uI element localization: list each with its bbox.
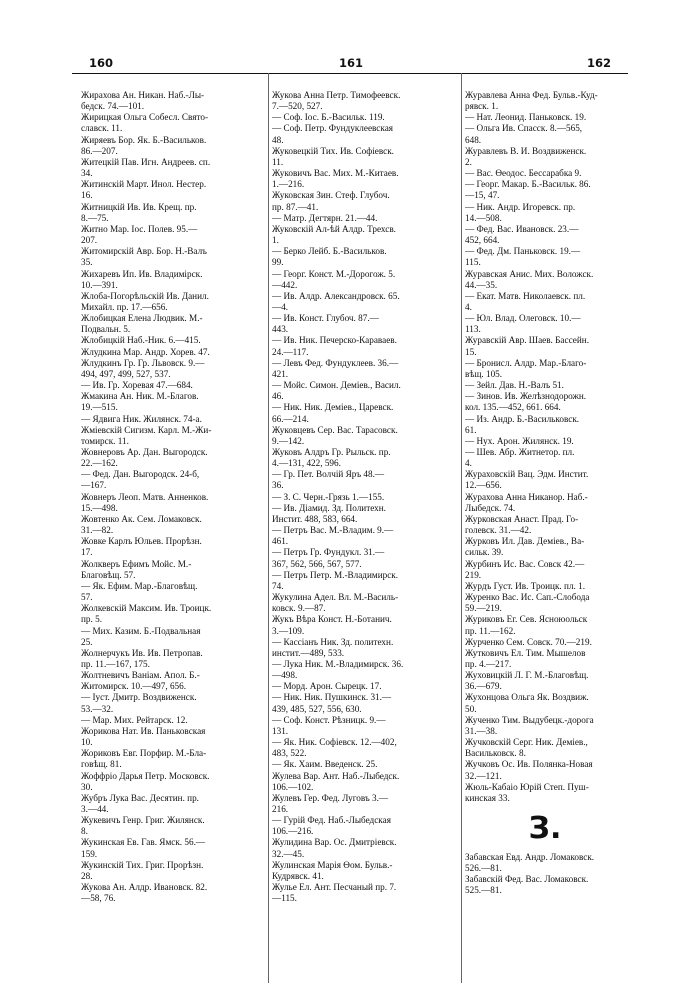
entry-line: вѣщ. 105. (465, 368, 503, 379)
entry-line: Михайл. пр. 17.—656. (81, 301, 168, 312)
entry-line: 44.—35. (465, 279, 498, 290)
entry-line: Благовѣщ. 57. (81, 569, 136, 580)
entry-line: — Нат. Леонид. Паньковск. 19. (465, 112, 587, 123)
entry-line: 14.—508. (465, 212, 502, 223)
entry-line: Жміевскій Сигизм. Карл. М.-Жи- (81, 424, 212, 435)
entry-line: Жориковъ Евг. Порфир. М.-Бла- (81, 748, 207, 759)
section-letter: З. (528, 811, 562, 846)
entry-line: Инстит. 488, 583, 664. (272, 513, 358, 524)
entry-line: Жубръ Лука Вас. Десятин. пр. (81, 792, 199, 803)
entry-line: пр. 4.—217. (465, 658, 512, 669)
entry-line: 74. (272, 580, 284, 591)
entry-line: Лыбедск. 74. (465, 502, 516, 513)
entry-line: Жукова Ан. Алдр. Ивановск. 82. (81, 882, 208, 893)
entry-line: 4.—131, 422, 596. (272, 458, 341, 469)
entry-line: —15, 47. (465, 190, 500, 201)
entry-line: — Мар. Мих. Рейтарск. 12. (81, 714, 188, 725)
entry-line: 16. (81, 190, 93, 201)
entry-line: — Зейл. Дав. Н.-Валъ 51. (465, 380, 564, 391)
entry-line: 421. (272, 368, 289, 379)
entry-line: 59.—219. (465, 603, 502, 614)
entry-line: бедск. 74.—101. (81, 101, 145, 112)
entry-line: Журавлевъ В. И. Воздвиженск. (465, 145, 587, 156)
entry-line: — Фед. Дм. Паньковск. 19.— (465, 246, 581, 257)
entry-line: 36.—679. (465, 681, 502, 692)
entry-line: Жуковская Зин. Стеф. Глубоч. (272, 190, 390, 201)
page-number-center: 161 (339, 56, 364, 70)
entry-line: Журахова Анна Никанор. Наб.- (465, 491, 588, 502)
entry-line: — Георг. Конст. М.-Дорогож. 5. (272, 268, 396, 279)
entry-line: 19.—515. (81, 402, 118, 413)
entry-line: Жирицкая Ольга Собесл. Свято- (81, 112, 209, 123)
entry-line: томирск. 11. (81, 435, 129, 446)
entry-line: — Петръ Вас. М.-Владим. 9.— (272, 525, 394, 536)
entry-line: Жуковцевъ Сер. Вас. Тарасовск. (272, 424, 398, 435)
entry-line: — Матр. Дегтярн. 21.—44. (272, 212, 378, 223)
entry-line: Забавскій Фед. Вас. Ломаковск. (465, 874, 589, 885)
entry-line: Жукова Анна Петр. Тимофеевск. (272, 90, 401, 100)
entry-line: 86.—207. (81, 145, 118, 156)
entry-line: Забавская Евд. Андр. Ломаковск. (465, 852, 595, 862)
entry-line: кинская 33. (465, 792, 510, 803)
entry-line: 10. (81, 737, 93, 748)
entry-line: кол. 135.—452, 661. 664. (465, 402, 561, 413)
entry-line: пр. 87.—41. (272, 201, 319, 212)
entry-line: — Ив. Конст. Глубоч. 87.— (272, 313, 379, 324)
entry-line: 219. (465, 569, 482, 580)
entry-line: 15.—498. (81, 502, 118, 513)
entry-line: —442. (272, 279, 298, 290)
entry-line: 34. (81, 168, 93, 179)
entry-line: Житомирскій Авр. Бор. Н.-Валъ (81, 246, 207, 257)
entry-line: Жутковичъ Ел. Тим. Мышелов (465, 647, 586, 658)
entry-line: — Ник. Андр. Игоревск. пр. (465, 201, 576, 212)
entry-line: Жовнеровъ Ар. Дан. Выгородск. (81, 447, 208, 457)
entry-line: Жюль-Кабаіо Юрій Степ. Пуш- (465, 781, 589, 792)
entry-line: — Гурій Фед. Наб.-Лыбедская (272, 815, 391, 826)
entry-line: 99. (272, 257, 284, 268)
entry-line: — Мойс. Симон. Деміев., Васил. (272, 380, 401, 391)
entry-line: — Георг. Макар. Б.-Васильк. 86. (465, 179, 591, 190)
entry-line: — Ник. Ник. Деміев., Царевск. (272, 402, 394, 413)
entry-line: Кудрявск. 41. (272, 870, 324, 881)
entry-line: — Як. Ефим. Мар.-Благовѣщ. (81, 580, 198, 591)
entry-line: 443. (272, 324, 289, 335)
entry-line: инстит.—489, 533. (272, 647, 345, 658)
page-number-right: 162 (586, 56, 611, 70)
entry-line: 525.—81. (465, 885, 502, 896)
entry-line: 30. (81, 781, 93, 792)
entry-line: — Соф. Іос. Б.-Васильк. 119. (272, 112, 385, 123)
entry-line: — Юл. Влад. Олеговск. 10.— (465, 313, 581, 324)
entry-line: 46. (272, 391, 284, 402)
entry-line: 2. (465, 156, 472, 167)
entry-line: 50. (465, 703, 477, 714)
entry-line: Журенко Вас. Ис. Сап.-Слобода (465, 592, 590, 603)
page-header (72, 51, 628, 74)
entry-line: Жоффріо Дарья Петр. Московск. (81, 770, 210, 781)
entry-line: 35. (81, 257, 93, 268)
entry-line: Жуковскій Ал-ѣй Алдр. Трехсв. (272, 223, 396, 234)
entry-line: 8.—75. (81, 212, 109, 223)
entry-line: 452, 664. (465, 235, 500, 246)
entry-line: Жовтенко Ак. Сем. Ломаковск. (81, 513, 202, 524)
entry-line: —167. (81, 480, 107, 491)
entry-line: 7.—520, 527. (272, 101, 323, 112)
entry-line: 106.—216. (272, 826, 314, 837)
entry-line: Жлудкина Мар. Андр. Хорев. 47. (81, 346, 210, 357)
entry-line: — Зинов. Ив. Желѣзнодорожн. (465, 391, 587, 402)
entry-line: — Фед. Дан. Выгородск. 24-б, (81, 469, 200, 480)
entry-line: 22.—162. (81, 458, 118, 469)
entry-line: — Ив. Діамид. Зд. Политехн. (272, 502, 386, 513)
entry-line: Подвальн. 5. (81, 324, 131, 335)
entry-line: Жучковъ Ос. Ив. Полянка-Новая (465, 759, 593, 770)
entry-line: Жураховскій Вац. Эдм. Инстит. (465, 469, 589, 480)
entry-line: — З. С. Черн.-Грязь 1.—155. (272, 491, 385, 502)
entry-line: — Ядвига Ник. Жилянск. 74-а. (81, 413, 202, 424)
entry-line: 106.—102. (272, 781, 314, 792)
entry-line: — Як. Ник. Софіевск. 12.—402, (272, 737, 397, 748)
entry-line: Жовнеръ Леоп. Матв. Анненков. (81, 491, 209, 502)
entry-line: 648. (465, 134, 482, 145)
entry-line: Жучковскій Серг. Ник. Деміев., (465, 737, 588, 748)
entry-line: 28. (81, 870, 93, 881)
entry-line: — Ив. Гр. Хоревая 47.—684. (81, 380, 193, 391)
entry-line: — Кассіанъ Ник. Зд. политехн. (272, 636, 394, 647)
entry-line: 159. (81, 848, 98, 859)
entry-line: Житомирск. 10.—497, 656. (81, 681, 187, 692)
entry-line: 31.—38. (465, 725, 498, 736)
entry-line: пр. 11.—162. (465, 625, 516, 636)
entry-line: Жолкверъ Ефимъ Мойс. М.- (81, 558, 192, 569)
entry-line: — Соф. Петр. Фундуклеевская (272, 123, 394, 134)
entry-line: Жукевичъ Генр. Григ. Жилянск. (81, 815, 205, 826)
entry-line: Жовке Карлъ Юльев. Прорѣзн. (81, 536, 202, 547)
entry-line: 494, 497, 499, 527, 537. (81, 368, 171, 379)
entry-line: Жученко Тим. Выдубецк.-дорога (465, 714, 594, 725)
entry-line: 17. (81, 547, 93, 558)
entry-line: 57. (81, 592, 93, 603)
entry-line: 439, 485, 527, 556, 630. (272, 703, 362, 714)
entry-line: — Як. Хаим. Введенск. 25. (272, 759, 378, 770)
entry-line: рявск. 1. (465, 101, 499, 112)
entry-line: — Лука Ник. М.-Владимирск. 36. (272, 658, 404, 669)
entry-line: — Петръ Петр. М.-Владимирск. (272, 569, 399, 580)
entry-line: — Фед. Вас. Ивановск. 23.— (465, 223, 579, 234)
entry-line: Жулидина Вар. Ос. Дмитріевск. (272, 837, 397, 848)
entry-line: Жулевъ Гер. Фед. Луговъ 3.— (272, 792, 389, 803)
entry-line: 483, 522. (272, 748, 307, 759)
entry-line: Житинскій Март. Инол. Нестер. (81, 179, 207, 190)
entry-line: 4. (465, 301, 472, 312)
entry-line: Жуховицкій Л. Г. М.-Благовѣщ. (465, 670, 589, 681)
entry-line: пр. 11.—167, 175. (81, 658, 150, 669)
entry-line: Житно Мар. Іос. Полев. 95.— (81, 223, 198, 234)
entry-line: говѣщ. 81. (81, 759, 122, 770)
entry-line: Жуковъ Алдръ Гр. Рыльск. пр. (272, 447, 391, 457)
entry-line: сильк. 39. (465, 547, 504, 558)
entry-line: 8. (81, 826, 88, 837)
entry-line: —115. (272, 893, 297, 904)
entry-line: —58, 76. (81, 893, 116, 904)
entry-line: — Левъ Фед. Фундуклеев. 36.— (272, 357, 399, 368)
entry-line: Жуковичъ Вас. Мих. М.-Китаев. (272, 168, 399, 179)
entry-line: Жлудкинъ Гр. Гр. Львовск. 9.— (81, 357, 205, 368)
entry-line: 526.—81. (465, 863, 502, 874)
entry-line: Журбинъ Ис. Вас. Совск 42.— (465, 558, 585, 569)
entry-line: 115. (465, 257, 481, 268)
entry-line: 31.—82. (81, 525, 114, 536)
entry-line: Жихаревъ Ип. Ив. Владимірск. (81, 268, 203, 279)
entry-line: 207. (81, 235, 98, 246)
entry-line: Журавская Анис. Мих. Воложск. (465, 268, 594, 279)
entry-line: — Из. Андр. Б.-Васильковск. (465, 413, 580, 424)
directory-column-2 (272, 90, 454, 990)
entry-line: Жукинскій Тих. Григ. Прорѣзн. (81, 859, 204, 870)
entry-line: — Ольга Ив. Спасск. 8.—565, (465, 123, 583, 134)
entry-line: 25. (81, 636, 93, 647)
entry-line: Жлоба-Погорѣльскій Ив. Данил. (81, 290, 209, 301)
entry-line: Журиковъ Ег. Сев. Ясноюольск (465, 614, 588, 625)
entry-line: 36. (272, 480, 284, 491)
entry-line: — Нух. Арон. Жилянск. 19. (465, 435, 574, 446)
entry-line: — Бронисл. Алдр. Мар.-Благо- (465, 357, 587, 368)
entry-line: Жукулина Адел. Вл. М.-Василь- (272, 592, 399, 603)
entry-line: Житецкій Пав. Игн. Андреев. сп. (81, 156, 211, 167)
entry-line: Васильковск. 8. (465, 748, 526, 759)
directory-column-3 (465, 90, 625, 990)
entry-line: голевск. 31.—42. (465, 525, 532, 536)
entry-line: 131. (272, 725, 289, 736)
entry-line: Жухонцова Ольга Як. Воздвиж. (465, 692, 589, 703)
entry-line: — Ив. Алдр. Александровск. 65. (272, 290, 400, 301)
entry-line: Жолнерчукъ Ив. Ив. Петропав. (81, 647, 203, 658)
entry-line: Жмакина Ан. Ник. М.-Благов. (81, 391, 199, 402)
entry-line: 10.—391. (81, 279, 118, 290)
entry-line: 24.—117. (272, 346, 309, 357)
entry-line: 9.—142. (272, 435, 305, 446)
entry-line: Жулинская Марія Ѳом. Бульв.- (272, 859, 393, 870)
entry-line: 1. (272, 235, 279, 246)
entry-line: — Екат. Матв. Николаевск. пл. (465, 290, 586, 301)
entry-line: 461. (272, 536, 289, 547)
entry-line: ковск. 9.—87. (272, 603, 326, 614)
entry-line: 3.—109. (272, 625, 305, 636)
entry-line: 53.—32. (81, 703, 114, 714)
entry-line: — Шев. Абр. Житнетор. пл. (465, 447, 575, 457)
entry-line: Журковская Анаст. Прад. Го- (465, 513, 579, 524)
entry-line: 66.—214. (272, 413, 309, 424)
entry-line: Жулева Вар. Ант. Наб.-Лыбедск. (272, 770, 400, 781)
column-divider (461, 73, 462, 983)
entry-line: 32.—45. (272, 848, 305, 859)
entry-line: 4. (465, 458, 472, 469)
entry-line: —498. (272, 670, 298, 681)
entry-line: Жлобицкая Елена Людвик. М.- (81, 313, 203, 324)
entry-line: Журавскій Авр. Шаев. Бассейн. (465, 335, 589, 346)
entry-line: Журченко Сем. Совск. 70.—219. (465, 636, 592, 647)
entry-line: 113. (465, 324, 481, 335)
entry-line: — Мих. Казим. Б.-Подвальная (81, 625, 201, 636)
entry-line: 1.—216. (272, 179, 305, 190)
entry-line: Жиряевъ Бор. Як. Б.-Васильков. (81, 134, 207, 145)
entry-line: Жукинская Ев. Гав. Ямск. 56.— (81, 837, 206, 848)
entry-line: —4. (272, 301, 289, 312)
entry-line: — Соф. Конст. Рѣзницк. 9.— (272, 714, 386, 725)
entry-line: Журковъ Ил. Дав. Деміев., Ва- (465, 536, 585, 547)
entry-line: 216. (272, 804, 289, 814)
entry-line: — Гр. Пет. Волчій Яръ 48.— (272, 469, 385, 480)
entry-line: 12.—656. (465, 480, 502, 491)
entry-line: Жолкевскій Максим. Ив. Троицк. (81, 603, 212, 614)
directory-column-1 (81, 90, 261, 990)
entry-line: Жукъ Вѣра Конст. Н.-Ботанич. (272, 614, 392, 625)
entry-line: — Вас. Ѳеодос. Бессарабка 9. (465, 168, 582, 179)
entry-line: — Петръ Гр. Фундукл. 31.— (272, 547, 385, 558)
entry-line: Жорикова Нат. Ив. Паньковская (81, 725, 206, 736)
entry-line: 3.—44. (81, 804, 109, 814)
entry-line: Жлобицкій Наб.-Ник. 6.—415. (81, 335, 201, 346)
entry-line: 15. (465, 346, 477, 357)
entry-line: 32.—121. (465, 770, 502, 781)
column-divider (268, 73, 269, 983)
entry-line: 11. (272, 156, 284, 167)
entry-line: 61. (465, 424, 477, 435)
entry-line: Журдъ Густ. Ив. Троицк. пл. 1. (465, 580, 586, 591)
entry-line: славск. 11. (81, 123, 123, 134)
entry-line: — Берко Лейб. Б.-Васильков. (272, 246, 387, 257)
entry-line: — Ив. Ник. Печерско-Караваев. (272, 335, 397, 346)
entry-line: Житницкій Ив. Ив. Крещ. пр. (81, 201, 197, 212)
entry-line: Жуковецкій Тих. Ив. Софіевск. (272, 145, 394, 156)
entry-line: Жирахова Ан. Никан. Наб.-Лы- (81, 90, 205, 100)
entry-line: пр. 5. (81, 614, 102, 625)
entry-line: 48. (272, 134, 284, 145)
entry-line: — Іуст. Дмитр. Воздвиженск. (81, 692, 197, 703)
entry-line: Жолтневичъ Ваніам. Апол. Б.- (81, 670, 200, 681)
entry-line: Жулье Ел. Ант. Песчаный пр. 7. (272, 882, 397, 893)
page-number-left: 160 (89, 56, 114, 70)
entry-line: — Морд. Арон. Сырецк. 17. (272, 681, 382, 692)
entry-line: Журавлева Анна Фед. Бульв.-Куд- (465, 90, 598, 100)
entry-line: 367, 562, 566, 567, 577. (272, 558, 362, 569)
entry-line: — Ник. Ник. Пушкинск. 31.— (272, 692, 392, 703)
